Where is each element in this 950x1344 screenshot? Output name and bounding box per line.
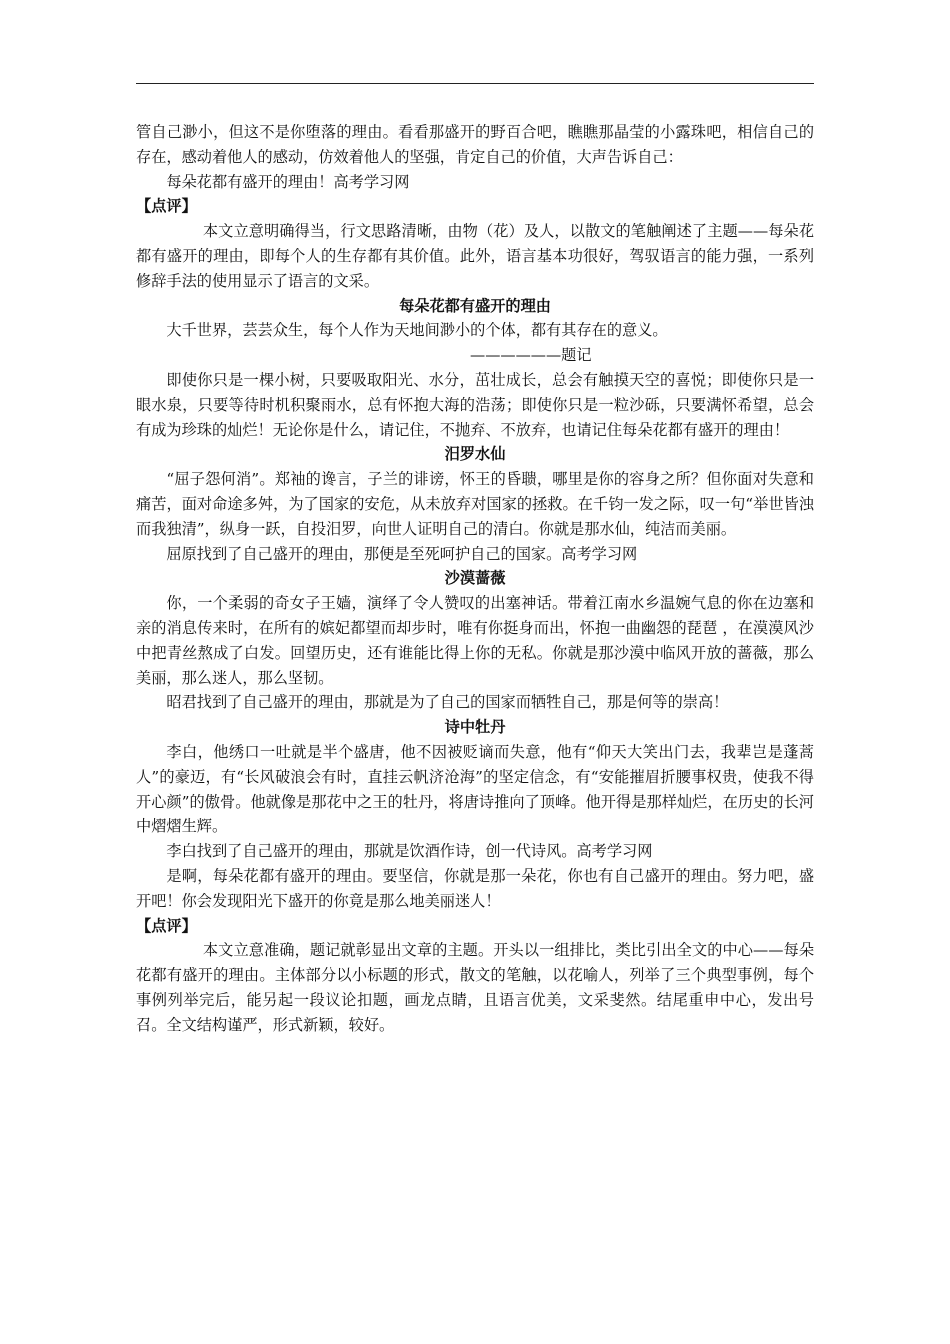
section-title-narcissus: 汨罗水仙 — [444, 445, 506, 464]
section-conclusion: 昭君找到了自己盛开的理由，那就是为了自己的国家而牺牲自己，那是何等的崇高！ — [166, 693, 729, 712]
header-rule — [136, 83, 814, 84]
epigraph-signature: ——————题记 — [470, 346, 592, 365]
review-label: 【点评】 — [136, 916, 197, 935]
review-label: 【点评】 — [136, 197, 197, 216]
epigraph: 大千世界，芸芸众生，每个人作为天地间渺小的个体，都有其存在的意义。 — [166, 321, 668, 340]
intro-exclamation: 每朵花都有盛开的理由！高考学习网 — [166, 172, 410, 191]
opening-paragraph: 即使你只是一棵小树，只要吸取阳光、水分，茁壮成长，总会有触摸天空的喜悦；即使你只是一眼水泉，只要等待时机积聚雨水，总有怀抱大海的浩荡；即使你只是一粒沙砾，只要满怀希望，总会有成为珍珠的灿烂！无论你是什么，请记住，不抛弃、不放弃，也请记住每朵花都有盛开的理由！ — [136, 370, 814, 439]
section-title-rose: 沙漠蔷薇 — [444, 569, 506, 588]
section-paragraph: 李白，他绣口一吐就是半个盛唐，他不因被贬谪而失意，他有“仰天大笑出门去，我辈岂是蓬蒿人”的豪迈，有“长风破浪会有时，直挂云帆济沧海”的坚定信念，有“安能摧眉折腰事权贵，使我不得开心颜”的傲骨。他就像是那花中之王的牡丹，将唐诗推向了顶峰。他开得是那样灿烂，在历史的长河中熠熠生辉。 — [136, 742, 814, 836]
essay-title: 每朵花都有盛开的理由 — [399, 296, 551, 315]
section-title-peony: 诗中牡丹 — [444, 718, 506, 737]
section-conclusion: 李白找到了自己盛开的理由，那就是饮酒作诗，创一代诗风。高考学习网 — [166, 842, 653, 861]
closing-paragraph: 是啊，每朵花都有盛开的理由。要坚信，你就是那一朵花，你也有自己盛开的理由。努力吧，盛开吧！你会发现阳光下盛开的你竟是那么地美丽迷人！ — [136, 866, 814, 910]
intro-paragraph: 管自己渺小，但这不是你堕落的理由。看看那盛开的野百合吧，瞧瞧那晶莹的小露珠吧，相信自己的存在，感动着他人的感动，仿效着他人的坚强，肯定自己的价值，大声告诉自己： — [136, 123, 814, 166]
review-text: 本文立意准确，题记就彰显出文章的主题。开头以一组排比，类比引出全文的中心——每朵花都有盛开的理由。主体部分以小标题的形式，散文的笔触，以花喻人，列举了三个典型事例，每个事例列举完后，能另起一段议论扣题，画龙点睛，且语言优美，文采斐然。结尾重申中心，发出号召。全文结构谨严，形式新颖，较好。 — [136, 941, 814, 1034]
section-paragraph: “屈子怨何消”。郑袖的谗言，子兰的诽谤，怀王的昏聩，哪里是你的容身之所？但你面对失意和痛苦，面对命途多舛，为了国家的安危，从未放弃对国家的拯救。在千钧一发之际，叹一句“举世皆浊而我独清”，纵身一跃，自投汨罗，向世人证明自己的清白。你就是那水仙，纯洁而美丽。 — [136, 470, 814, 538]
review-text: 本文立意明确得当，行文思路清晰，由物（花）及人，以散文的笔触阐述了主题——每朵花都有盛开的理由，即每个人的生存都有其价值。此外，语言基本功很好，驾驭语言的能力强，一系列修辞手法的使用显示了语言的文采。 — [136, 222, 814, 290]
section-paragraph: 你，一个柔弱的奇女子王嫱，演绎了令人赞叹的出塞神话。带着江南水乡温婉气息的你在边塞和亲的消息传来时，在所有的嫔妃都望而却步时，唯有你挺身而出，怀抱一曲幽怨的琵琶 ，在漠漠风沙中把青丝熬成了白发。回望历史，还有谁能比得上你的无私。你就是那沙漠中临风开放的蔷薇，那么美丽，那么迷人，那么坚韧。 — [136, 594, 814, 687]
section-conclusion: 屈原找到了自己盛开的理由，那便是至死呵护自己的国家。高考学习网 — [166, 544, 638, 563]
document-page — [136, 120, 814, 1037]
